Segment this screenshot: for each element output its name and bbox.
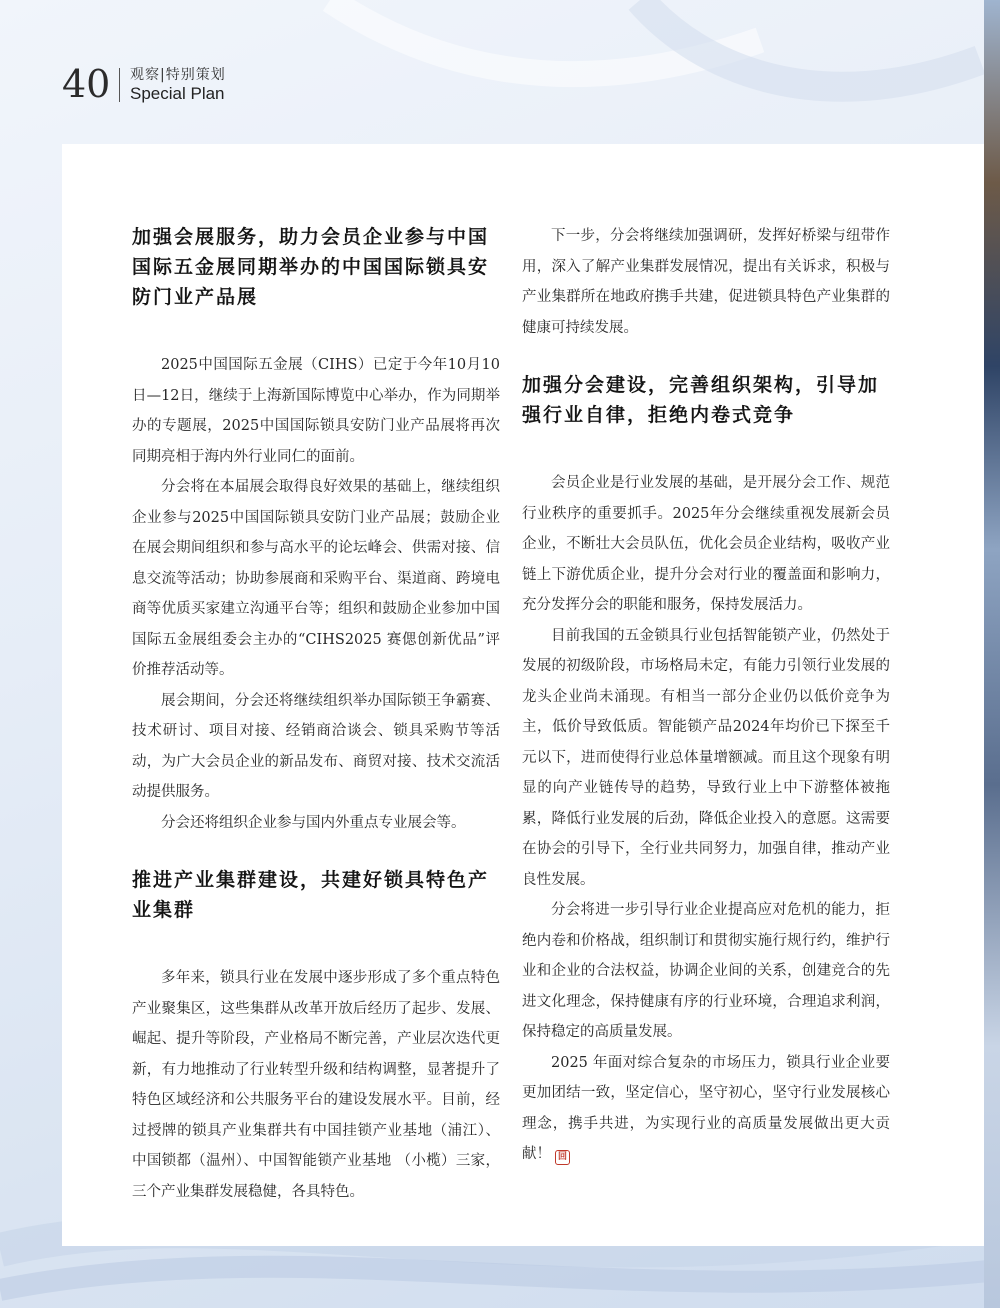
heading-exhibition-service: 加强会展服务，助力会员企业参与中国国际五金展同期举办的中国国际锁具安防门业产品展 (132, 226, 490, 308)
paragraph: 2025中国国际五金展（CIHS）已定于今年10月10日—12日，继续于上海新国际博览中心举办，作为同期举办的专题展，2025中国国际锁具安防门业产品展将再次同期亮相于海内外行业同仁的面前。 (132, 357, 500, 465)
paragraph: 目前我国的五金锁具行业包括智能锁产业，仍然处于发展的初级阶段，市场格局未定，有能力引领行业发展的龙头企业尚未涌现。有相当一部分企业仍以低价竞争为主，低价导致低质。智能锁产品2024年均价已下探至千元以下，进而使得行业总体量增额减。而且这个现象有明显的向产业链传导的趋势，导致行业上中下游整体被拖累，降低行业发展的后劲，降低企业投入的意愿。这需要在协会的引导下，全行业共同努力，加强自律，推动产业良性发展。 (522, 627, 890, 888)
paragraph: 展会期间，分会还将继续组织举办国际锁王争霸赛、技术研讨、项目对接、经销商洽谈会、锁具采购节等活动，为广大会员企业的新品发布、商贸对接、技术交流活动提供服务。 (132, 692, 500, 800)
paragraph: 分会还将组织企业参与国内外重点专业展会等。 (161, 814, 466, 831)
end-mark-icon: 回 (555, 1150, 570, 1165)
paragraph: 会员企业是行业发展的基础，是开展分会工作、规范行业秩序的重要抓手。2025年分会继续重视发展新会员企业，不断壮大会员队伍，优化会员企业结构，吸收产业链上下游优质企业，提升分会对行业的覆盖面和影响力，充分发挥分会的职能和服务，保持发展活力。 (522, 475, 890, 613)
paragraph: 分会将进一步引导行业企业提高应对危机的能力，拒绝内卷和价格战，组织制订和贯彻实施行规行约，维护行业和企业的合法权益，协调企业间的关系，创建竞合的先进文化理念，保持健康有序的行业环境，合理追求利润，保持稳定的高质量发展。 (522, 902, 890, 1040)
header-divider (119, 68, 120, 102)
section-title-cn: 观察|特别策划 (130, 67, 226, 83)
side-photo-strip (984, 0, 1000, 1308)
paragraph: 多年来，锁具行业在发展中逐步形成了多个重点特色产业聚集区，这些集群从改革开放后经历了起步、发展、崛起、提升等阶段，产业格局不断完善，产业层次迭代更新，有力地推动了行业转型升级和结构调整，显著提升了特色区域经济和公共服务平台的建设发展水平。目前，经过授牌的锁具产业集群共有中国挂锁产业基地（浦江）、中国锁都（温州）、中国智能锁产业基地 （小榄）三家，三个产业集群发展稳健，各具特色。 (132, 970, 500, 1200)
paragraph: 分会将在本届展会取得良好效果的基础上，继续组织企业参与2025中国国际锁具安防门业产品展；鼓励企业在展会期间组织和参与高水平的论坛峰会、供需对接、信息交流等活动；协助参展商和采购平台、渠道商、跨境电商等优质买家建立沟通平台等；组织和鼓励企业参加中国国际五金展组委会主办的“CIHS2025 赛偲创新优品”评价推荐活动等。 (132, 479, 500, 678)
section-title-en: Special Plan (130, 84, 225, 103)
page-number: 40 (62, 62, 111, 106)
paragraph-final (522, 1048, 890, 1170)
right-column (522, 221, 890, 1170)
left-column (132, 222, 500, 1207)
article-panel (62, 144, 984, 1246)
heading-industry-cluster: 推进产业集群建设，共建好锁具特色产业集群 (132, 869, 490, 921)
heading-branch-construction: 加强分会建设，完善组织架构，引导加强行业自律，拒绝内卷式竞争 (522, 374, 880, 426)
paragraph: 下一步，分会将继续加强调研，发挥好桥梁与纽带作用，深入了解产业集群发展情况，提出有关诉求，积极与产业集群所在地政府携手共建，促进锁具特色产业集群的健康可持续发展。 (522, 228, 890, 336)
paragraph-final-text: 2025 年面对综合复杂的市场压力，锁具行业企业要更加团结一致，坚定信心，坚守初心，坚守行业发展核心理念，携手共进，为实现行业的高质量发展做出更大贡献！ (522, 1054, 890, 1162)
